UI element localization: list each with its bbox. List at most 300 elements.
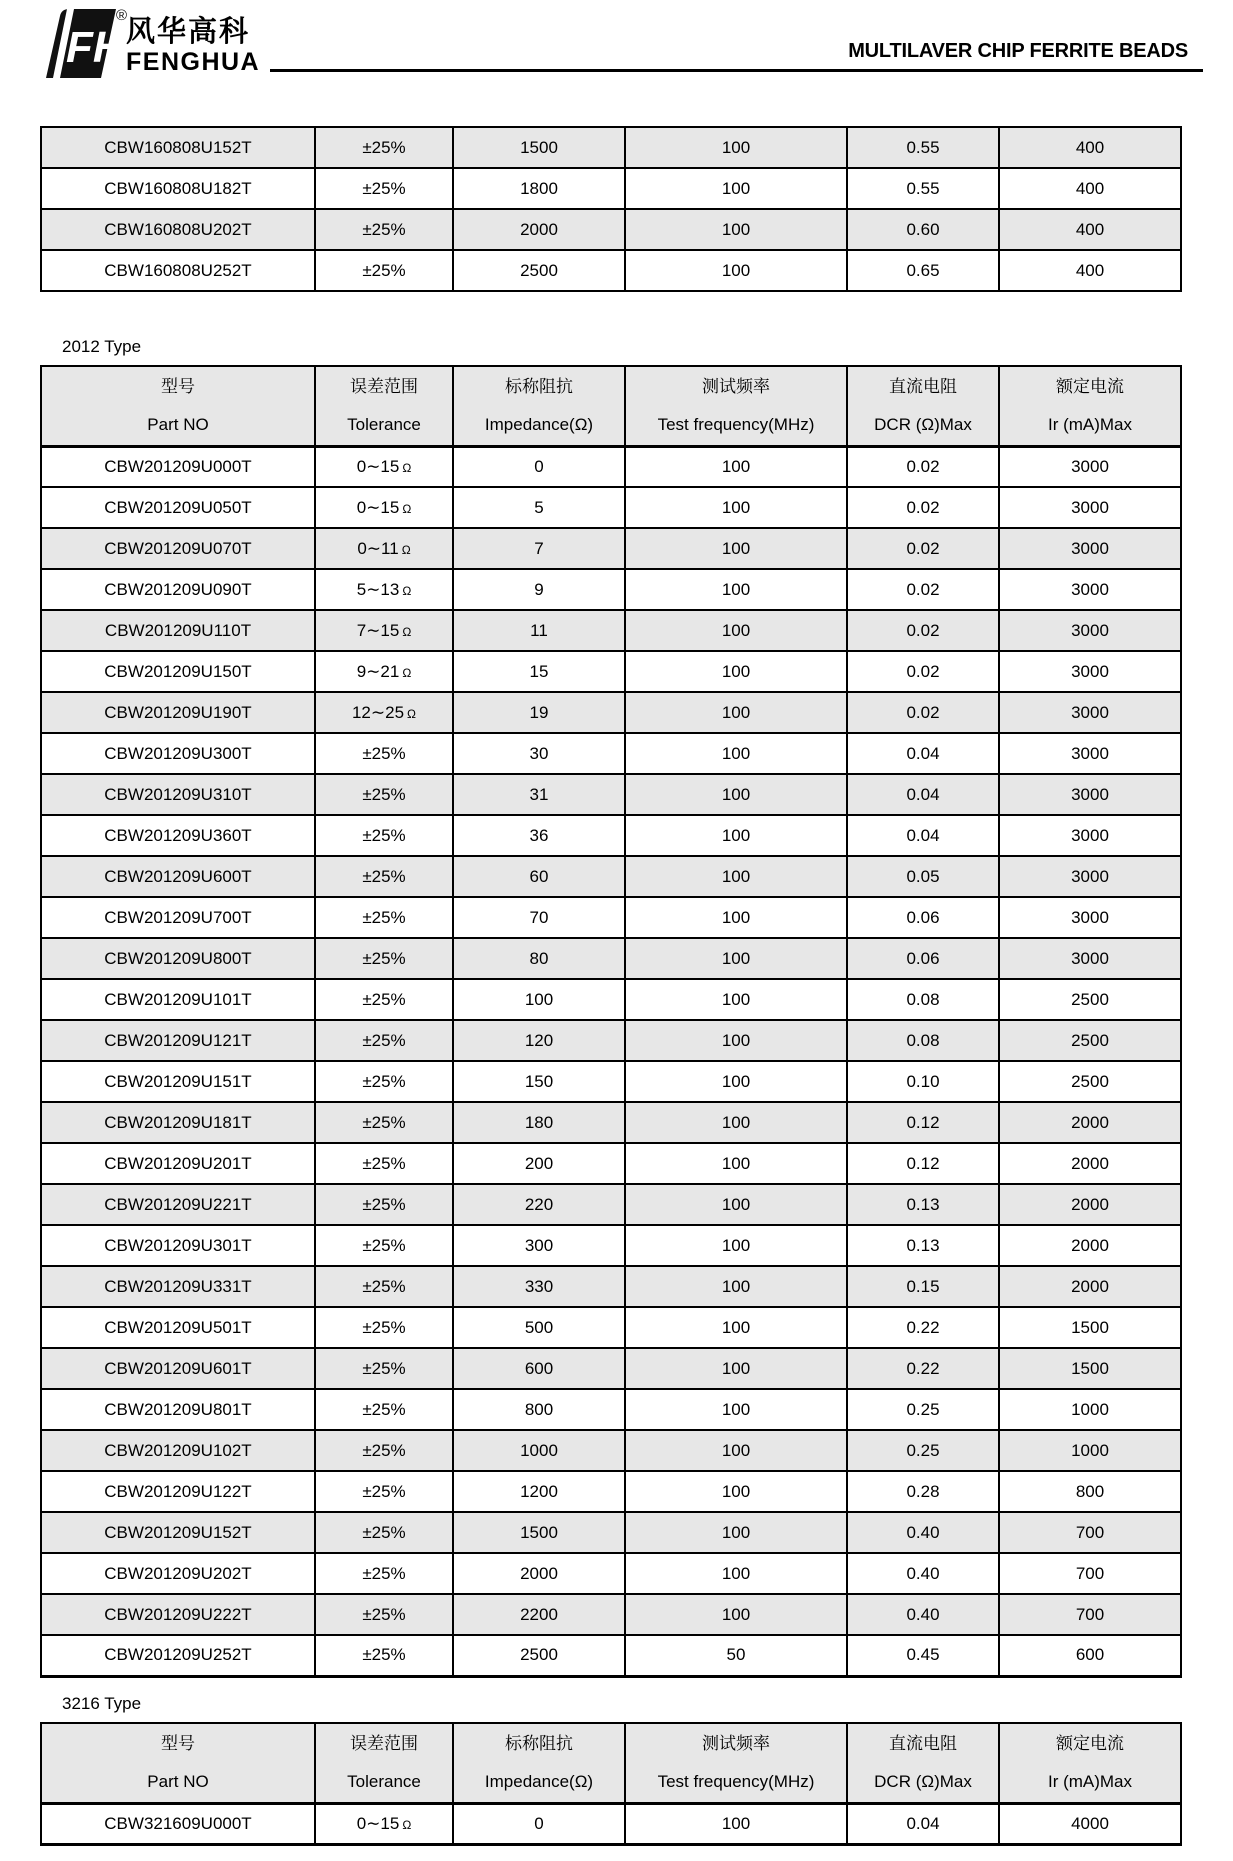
cell-tolerance: ±25% <box>315 938 453 979</box>
cell-impedance: 1800 <box>453 168 625 209</box>
cell-part-no: CBW201209U101T <box>41 979 315 1020</box>
cell-part-no: CBW201209U000T <box>41 446 315 487</box>
col-header-en: Ir (mA)Max <box>1047 414 1133 434</box>
cell-dcr: 0.04 <box>847 774 999 815</box>
ohm-unit: Ω <box>401 542 411 557</box>
cell-test-frequency: 100 <box>625 528 847 569</box>
col-header-en: DCR (Ω)Max <box>874 1771 972 1791</box>
cell-impedance: 1000 <box>453 1430 625 1471</box>
cell-ir: 3000 <box>999 528 1181 569</box>
col-header-test-frequency <box>625 1723 847 1803</box>
cell-dcr: 0.22 <box>847 1348 999 1389</box>
cell-ir: 700 <box>999 1512 1181 1553</box>
cell-test-frequency: 100 <box>625 1512 847 1553</box>
ohm-unit: Ω <box>402 501 412 516</box>
cell-tolerance: ±25% <box>315 815 453 856</box>
table-row <box>41 1635 1181 1676</box>
table-row <box>41 446 1181 487</box>
cell-tolerance: ±25% <box>315 733 453 774</box>
spec-table <box>40 1722 1182 1846</box>
cell-impedance: 5 <box>453 487 625 528</box>
cell-impedance: 7 <box>453 528 625 569</box>
table-row <box>41 569 1181 610</box>
table-row <box>41 938 1181 979</box>
cell-impedance: 11 <box>453 610 625 651</box>
table-row <box>41 1184 1181 1225</box>
cell-test-frequency: 100 <box>625 897 847 938</box>
cell-tolerance: ±25% <box>315 168 453 209</box>
cell-impedance: 2000 <box>453 209 625 250</box>
cell-tolerance: ±25% <box>315 1020 453 1061</box>
col-header-en: Tolerance <box>347 414 421 434</box>
cell-dcr: 0.40 <box>847 1512 999 1553</box>
cell-part-no: CBW160808U182T <box>41 168 315 209</box>
cell-test-frequency: 50 <box>625 1635 847 1676</box>
cell-ir: 3000 <box>999 610 1181 651</box>
spec-table <box>40 365 1182 1678</box>
cell-impedance: 2200 <box>453 1594 625 1635</box>
col-header-tolerance <box>315 1723 453 1803</box>
cell-part-no: CBW201209U102T <box>41 1430 315 1471</box>
svg-text:FH: FH <box>66 23 125 72</box>
cell-ir: 2000 <box>999 1143 1181 1184</box>
cell-ir: 700 <box>999 1594 1181 1635</box>
cell-ir: 400 <box>999 250 1181 291</box>
table-row <box>41 1102 1181 1143</box>
cell-impedance: 150 <box>453 1061 625 1102</box>
cell-tolerance: ±25% <box>315 1184 453 1225</box>
cell-impedance: 600 <box>453 1348 625 1389</box>
cell-ir: 3000 <box>999 897 1181 938</box>
col-header-zh: 型号 <box>161 376 195 396</box>
cell-dcr: 0.12 <box>847 1143 999 1184</box>
section-label-3216: 3216 Type <box>62 1694 142 1713</box>
cell-part-no: CBW201209U360T <box>41 815 315 856</box>
cell-dcr: 0.02 <box>847 446 999 487</box>
cell-impedance: 70 <box>453 897 625 938</box>
brand-chinese: 风华高科 <box>126 16 251 48</box>
cell-tolerance: ±25% <box>315 1266 453 1307</box>
cell-ir: 3000 <box>999 938 1181 979</box>
cell-tolerance: 5∼13 Ω <box>315 569 453 610</box>
cell-part-no: CBW201209U222T <box>41 1594 315 1635</box>
table-row <box>41 127 1181 168</box>
table-row <box>41 1307 1181 1348</box>
cell-ir: 3000 <box>999 569 1181 610</box>
cell-part-no: CBW201209U221T <box>41 1184 315 1225</box>
col-header-impedance <box>453 1723 625 1803</box>
cell-dcr: 0.22 <box>847 1307 999 1348</box>
cell-dcr: 0.65 <box>847 250 999 291</box>
cell-impedance: 0 <box>453 1803 625 1844</box>
cell-tolerance: ±25% <box>315 897 453 938</box>
cell-ir: 3000 <box>999 487 1181 528</box>
col-header-en: Part NO <box>147 414 209 434</box>
cell-part-no: CBW201209U110T <box>41 610 315 651</box>
table-row <box>41 1143 1181 1184</box>
cell-dcr: 0.06 <box>847 938 999 979</box>
cell-test-frequency: 100 <box>625 209 847 250</box>
cell-impedance: 300 <box>453 1225 625 1266</box>
cell-tolerance: ±25% <box>315 856 453 897</box>
table-row <box>41 692 1181 733</box>
cell-test-frequency: 100 <box>625 1471 847 1512</box>
cell-ir: 2000 <box>999 1102 1181 1143</box>
cell-ir: 400 <box>999 127 1181 168</box>
cell-impedance: 31 <box>453 774 625 815</box>
cell-dcr: 0.25 <box>847 1389 999 1430</box>
col-header-part-no <box>41 1723 315 1803</box>
table-1608-continued <box>40 126 1182 292</box>
col-header-en: Part NO <box>147 1771 209 1791</box>
cell-ir: 1000 <box>999 1430 1181 1471</box>
cell-ir: 400 <box>999 209 1181 250</box>
section-label-2012: 2012 Type <box>62 337 142 356</box>
cell-ir: 3000 <box>999 774 1181 815</box>
cell-test-frequency: 100 <box>625 1348 847 1389</box>
cell-part-no: CBW201209U252T <box>41 1635 315 1676</box>
table-row <box>41 815 1181 856</box>
cell-test-frequency: 100 <box>625 1020 847 1061</box>
col-header-en: Impedance(Ω) <box>484 414 594 434</box>
col-header-zh: 直流电阻 <box>889 376 957 396</box>
cell-test-frequency: 100 <box>625 1061 847 1102</box>
col-header-test-frequency <box>625 366 847 446</box>
cell-dcr: 0.45 <box>847 1635 999 1676</box>
cell-ir: 2000 <box>999 1225 1181 1266</box>
col-header-en: Test frequency(MHz) <box>657 1771 815 1791</box>
cell-impedance: 15 <box>453 651 625 692</box>
cell-dcr: 0.15 <box>847 1266 999 1307</box>
col-header-part-no <box>41 366 315 446</box>
ohm-unit: Ω <box>402 1817 412 1832</box>
cell-part-no: CBW201209U600T <box>41 856 315 897</box>
cell-impedance: 1500 <box>453 1512 625 1553</box>
cell-dcr: 0.25 <box>847 1430 999 1471</box>
cell-test-frequency: 100 <box>625 250 847 291</box>
cell-part-no: CBW160808U252T <box>41 250 315 291</box>
cell-tolerance: ±25% <box>315 1635 453 1676</box>
cell-impedance: 180 <box>453 1102 625 1143</box>
cell-test-frequency: 100 <box>625 1143 847 1184</box>
table-row <box>41 250 1181 291</box>
registered-mark: ® <box>116 7 128 24</box>
cell-part-no: CBW201209U700T <box>41 897 315 938</box>
cell-dcr: 0.12 <box>847 1102 999 1143</box>
cell-test-frequency: 100 <box>625 487 847 528</box>
cell-test-frequency: 100 <box>625 1266 847 1307</box>
col-header-en: Ir (mA)Max <box>1047 1771 1133 1791</box>
cell-tolerance: ±25% <box>315 1471 453 1512</box>
cell-impedance: 9 <box>453 569 625 610</box>
cell-part-no: CBW201209U151T <box>41 1061 315 1102</box>
cell-test-frequency: 100 <box>625 610 847 651</box>
table-row <box>41 1061 1181 1102</box>
col-header-zh: 标称阻抗 <box>505 1733 573 1753</box>
cell-impedance: 220 <box>453 1184 625 1225</box>
cell-ir: 3000 <box>999 733 1181 774</box>
cell-part-no: CBW201209U801T <box>41 1389 315 1430</box>
cell-dcr: 0.04 <box>847 1803 999 1844</box>
ohm-unit: Ω <box>402 624 412 639</box>
cell-tolerance: ±25% <box>315 1061 453 1102</box>
col-header-zh: 型号 <box>161 1733 195 1753</box>
cell-part-no: CBW160808U202T <box>41 209 315 250</box>
cell-dcr: 0.05 <box>847 856 999 897</box>
cell-part-no: CBW201209U310T <box>41 774 315 815</box>
cell-ir: 3000 <box>999 651 1181 692</box>
cell-tolerance: ±25% <box>315 1389 453 1430</box>
header-row <box>41 366 1181 446</box>
table-row <box>41 1594 1181 1635</box>
cell-test-frequency: 100 <box>625 1553 847 1594</box>
cell-tolerance: ±25% <box>315 127 453 168</box>
cell-part-no: CBW201209U181T <box>41 1102 315 1143</box>
cell-test-frequency: 100 <box>625 815 847 856</box>
cell-impedance: 60 <box>453 856 625 897</box>
col-header-zh: 误差范围 <box>350 376 418 396</box>
col-header-impedance <box>453 366 625 446</box>
cell-tolerance: 0∼15 Ω <box>315 446 453 487</box>
cell-impedance: 200 <box>453 1143 625 1184</box>
col-header-ir <box>999 366 1181 446</box>
col-header-zh: 测试频率 <box>702 376 770 396</box>
table-row <box>41 1020 1181 1061</box>
cell-tolerance: ±25% <box>315 1553 453 1594</box>
col-header-en: DCR (Ω)Max <box>874 414 972 434</box>
table-2012-type <box>40 365 1182 1678</box>
cell-impedance: 19 <box>453 692 625 733</box>
table-row <box>41 487 1181 528</box>
cell-ir: 3000 <box>999 856 1181 897</box>
table-row <box>41 610 1181 651</box>
cell-dcr: 0.02 <box>847 528 999 569</box>
cell-dcr: 0.13 <box>847 1184 999 1225</box>
cell-tolerance: ±25% <box>315 1225 453 1266</box>
fenghua-logo-icon <box>18 4 130 86</box>
cell-impedance: 800 <box>453 1389 625 1430</box>
spec-table <box>40 126 1182 292</box>
cell-test-frequency: 100 <box>625 774 847 815</box>
cell-ir: 400 <box>999 168 1181 209</box>
col-header-zh: 额定电流 <box>1056 376 1124 396</box>
table-row <box>41 1512 1181 1553</box>
table-row <box>41 651 1181 692</box>
header-rule <box>270 69 1203 72</box>
cell-ir: 3000 <box>999 692 1181 733</box>
cell-ir: 2000 <box>999 1184 1181 1225</box>
cell-impedance: 2500 <box>453 250 625 291</box>
cell-part-no: CBW201209U152T <box>41 1512 315 1553</box>
cell-test-frequency: 100 <box>625 1225 847 1266</box>
cell-dcr: 0.55 <box>847 168 999 209</box>
cell-tolerance: ±25% <box>315 1102 453 1143</box>
cell-test-frequency: 100 <box>625 446 847 487</box>
cell-part-no: CBW160808U152T <box>41 127 315 168</box>
cell-impedance: 80 <box>453 938 625 979</box>
table-row <box>41 209 1181 250</box>
cell-part-no: CBW201209U121T <box>41 1020 315 1061</box>
cell-dcr: 0.28 <box>847 1471 999 1512</box>
header-row <box>41 1723 1181 1803</box>
cell-dcr: 0.04 <box>847 815 999 856</box>
cell-dcr: 0.04 <box>847 733 999 774</box>
cell-part-no: CBW321609U000T <box>41 1803 315 1844</box>
cell-test-frequency: 100 <box>625 168 847 209</box>
cell-tolerance: ±25% <box>315 1348 453 1389</box>
cell-part-no: CBW201209U050T <box>41 487 315 528</box>
cell-ir: 2500 <box>999 979 1181 1020</box>
cell-part-no: CBW201209U331T <box>41 1266 315 1307</box>
cell-dcr: 0.40 <box>847 1594 999 1635</box>
cell-impedance: 36 <box>453 815 625 856</box>
cell-dcr: 0.02 <box>847 692 999 733</box>
cell-ir: 3000 <box>999 446 1181 487</box>
brand-english: FENGHUA <box>126 48 261 76</box>
cell-ir: 4000 <box>999 1803 1181 1844</box>
cell-dcr: 0.13 <box>847 1225 999 1266</box>
cell-impedance: 120 <box>453 1020 625 1061</box>
cell-ir: 1500 <box>999 1307 1181 1348</box>
table-row <box>41 856 1181 897</box>
cell-ir: 2500 <box>999 1061 1181 1102</box>
cell-tolerance: ±25% <box>315 979 453 1020</box>
cell-dcr: 0.08 <box>847 1020 999 1061</box>
table-row <box>41 979 1181 1020</box>
cell-dcr: 0.08 <box>847 979 999 1020</box>
col-header-zh: 标称阻抗 <box>505 376 573 396</box>
table-row <box>41 1389 1181 1430</box>
col-header-zh: 直流电阻 <box>889 1733 957 1753</box>
cell-part-no: CBW201209U501T <box>41 1307 315 1348</box>
cell-tolerance: 0∼15 Ω <box>315 487 453 528</box>
cell-part-no: CBW201209U300T <box>41 733 315 774</box>
cell-test-frequency: 100 <box>625 1307 847 1348</box>
cell-dcr: 0.02 <box>847 610 999 651</box>
cell-test-frequency: 100 <box>625 733 847 774</box>
cell-impedance: 1200 <box>453 1471 625 1512</box>
cell-ir: 600 <box>999 1635 1181 1676</box>
col-header-en: Impedance(Ω) <box>484 1771 594 1791</box>
cell-part-no: CBW201209U202T <box>41 1553 315 1594</box>
cell-part-no: CBW201209U150T <box>41 651 315 692</box>
cell-impedance: 0 <box>453 446 625 487</box>
cell-part-no: CBW201209U190T <box>41 692 315 733</box>
col-header-dcr <box>847 366 999 446</box>
cell-impedance: 500 <box>453 1307 625 1348</box>
cell-dcr: 0.06 <box>847 897 999 938</box>
cell-part-no: CBW201209U800T <box>41 938 315 979</box>
cell-ir: 1000 <box>999 1389 1181 1430</box>
page-title: MULTILAVER CHIP FERRITE BEADS <box>848 40 1188 62</box>
cell-test-frequency: 100 <box>625 1102 847 1143</box>
cell-tolerance: 9∼21 Ω <box>315 651 453 692</box>
cell-test-frequency: 100 <box>625 569 847 610</box>
cell-part-no: CBW201209U070T <box>41 528 315 569</box>
table-row <box>41 733 1181 774</box>
table-row <box>41 897 1181 938</box>
cell-part-no: CBW201209U201T <box>41 1143 315 1184</box>
cell-test-frequency: 100 <box>625 856 847 897</box>
cell-part-no: CBW201209U122T <box>41 1471 315 1512</box>
cell-part-no: CBW201209U601T <box>41 1348 315 1389</box>
ohm-unit: Ω <box>402 583 412 598</box>
table-row <box>41 1471 1181 1512</box>
cell-test-frequency: 100 <box>625 979 847 1020</box>
col-header-en: Tolerance <box>347 1771 421 1791</box>
cell-test-frequency: 100 <box>625 651 847 692</box>
table-row <box>41 1348 1181 1389</box>
cell-test-frequency: 100 <box>625 1594 847 1635</box>
cell-test-frequency: 100 <box>625 692 847 733</box>
cell-test-frequency: 100 <box>625 1430 847 1471</box>
cell-impedance: 100 <box>453 979 625 1020</box>
cell-tolerance: ±25% <box>315 250 453 291</box>
cell-tolerance: ±25% <box>315 774 453 815</box>
cell-impedance: 330 <box>453 1266 625 1307</box>
cell-test-frequency: 100 <box>625 127 847 168</box>
table-row <box>41 1803 1181 1844</box>
table-row <box>41 774 1181 815</box>
cell-tolerance: ±25% <box>315 1512 453 1553</box>
cell-part-no: CBW201209U301T <box>41 1225 315 1266</box>
cell-tolerance: 12∼25 Ω <box>315 692 453 733</box>
cell-ir: 1500 <box>999 1348 1181 1389</box>
cell-tolerance: ±25% <box>315 1143 453 1184</box>
cell-dcr: 0.40 <box>847 1553 999 1594</box>
cell-dcr: 0.60 <box>847 209 999 250</box>
cell-impedance: 2000 <box>453 1553 625 1594</box>
cell-tolerance: 7∼15 Ω <box>315 610 453 651</box>
cell-tolerance: ±25% <box>315 1307 453 1348</box>
col-header-zh: 额定电流 <box>1056 1733 1124 1753</box>
cell-test-frequency: 100 <box>625 1184 847 1225</box>
brand-block <box>126 18 260 75</box>
cell-ir: 2000 <box>999 1266 1181 1307</box>
cell-dcr: 0.02 <box>847 569 999 610</box>
table-row <box>41 528 1181 569</box>
ohm-unit: Ω <box>402 665 412 680</box>
cell-impedance: 2500 <box>453 1635 625 1676</box>
cell-part-no: CBW201209U090T <box>41 569 315 610</box>
ohm-unit: Ω <box>407 706 417 721</box>
ohm-unit: Ω <box>402 460 412 475</box>
table-row <box>41 1266 1181 1307</box>
cell-ir: 3000 <box>999 815 1181 856</box>
cell-tolerance: ±25% <box>315 1430 453 1471</box>
col-header-zh: 测试频率 <box>702 1733 770 1753</box>
cell-ir: 800 <box>999 1471 1181 1512</box>
cell-dcr: 0.55 <box>847 127 999 168</box>
cell-dcr: 0.10 <box>847 1061 999 1102</box>
col-header-zh: 误差范围 <box>350 1733 418 1753</box>
col-header-tolerance <box>315 366 453 446</box>
table-row <box>41 1225 1181 1266</box>
col-header-en: Test frequency(MHz) <box>657 414 815 434</box>
cell-impedance: 1500 <box>453 127 625 168</box>
cell-ir: 700 <box>999 1553 1181 1594</box>
cell-impedance: 30 <box>453 733 625 774</box>
cell-dcr: 0.02 <box>847 651 999 692</box>
table-row <box>41 168 1181 209</box>
cell-tolerance: 0∼15 Ω <box>315 1803 453 1844</box>
table-row <box>41 1553 1181 1594</box>
cell-dcr: 0.02 <box>847 487 999 528</box>
table-row <box>41 1430 1181 1471</box>
cell-tolerance: 0∼11 Ω <box>315 528 453 569</box>
cell-ir: 2500 <box>999 1020 1181 1061</box>
col-header-ir <box>999 1723 1181 1803</box>
